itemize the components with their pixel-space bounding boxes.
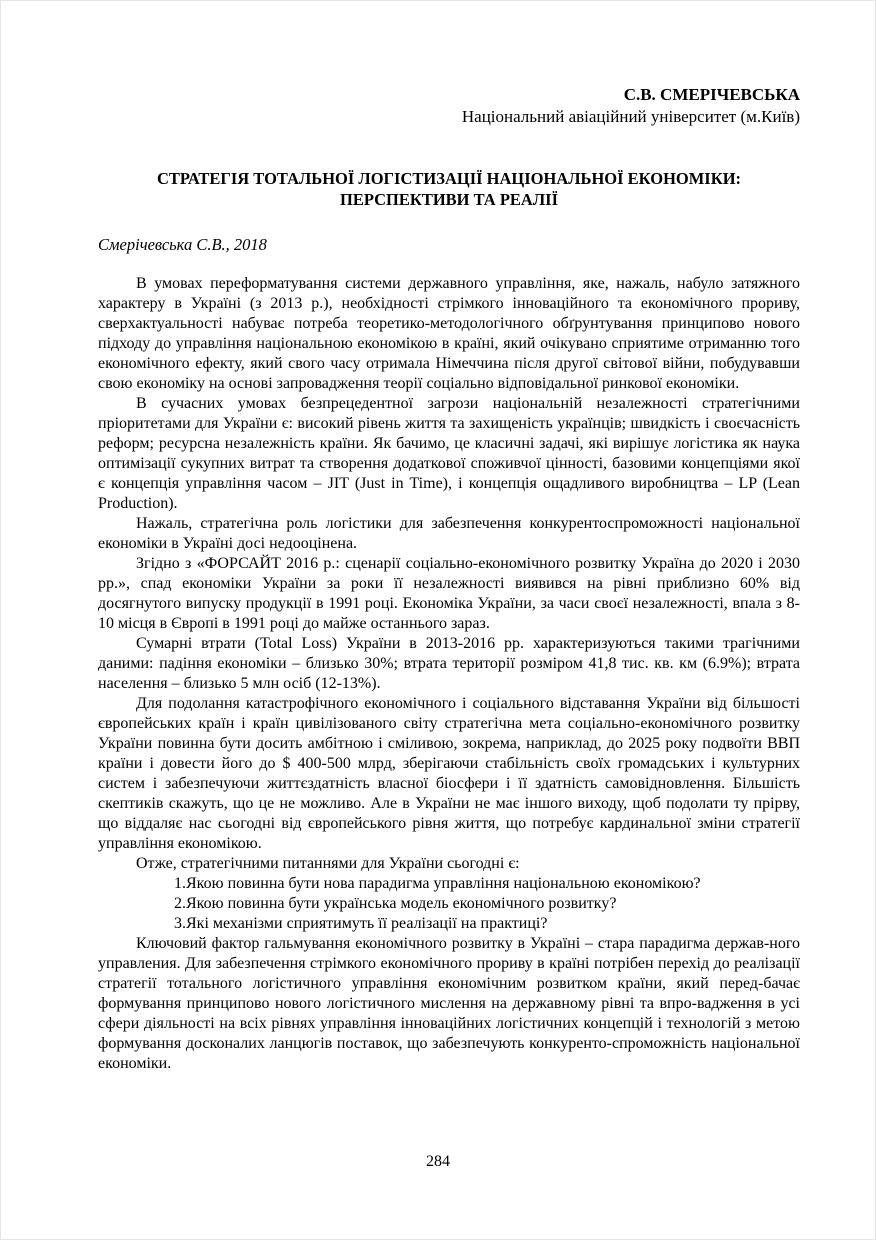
list-item bbox=[98, 914, 800, 934]
list-item bbox=[98, 874, 800, 894]
list-item-number: 1. bbox=[174, 875, 186, 892]
page-content bbox=[98, 84, 800, 1074]
document-header bbox=[98, 84, 800, 128]
author-affiliation: Національний авіаційний університет (м.Київ) bbox=[461, 107, 800, 126]
paper-body bbox=[98, 274, 800, 1074]
paragraph: В сучасних умовах безпрецедентної загрози національній незалежності стратегічними пріоритетами для України є: високий рівень життя та захищеність українців; швидкість і своєчасність реформ; ресурсна незалежність країни. Як бачимо, це класичні задачі, які вирішує логістика як наука оптимізації сукупних витрат та створення додаткової споживчої цінності, базовими концепціями якої є концепція управління часом – JIT (Just in Time), і концепція ощадливого виробництва – LP (Lean Production). bbox=[98, 395, 800, 512]
paragraph-list-intro: Отже, стратегічними питаннями для України сьогодні є: bbox=[136, 855, 520, 872]
paragraph: Сумарні втрати (Total Loss) України в 2013-2016 рр. характеризуються такими трагічними даними: падіння економіки – близько 30%; втрата території розміром 41,8 тис. кв. км (6.9%); втрата населення – близько 5 млн осіб (12-13%). bbox=[98, 635, 800, 692]
paragraph: Для подолання катастрофічного економічного і соціального відставання України від більшості європейських країн і країн цивілізованого світу стратегічна мета соціально-економічного розвитку України повинна бути досить амбітною і сміливою, зокрема, наприклад, до 2025 року подвоїти ВВП країни і довести його до $ 400-500 млрд, зберігаючи стабільність своїх громадських і культурних систем і забезпечуючи життєздатність власної біосфери і її здатність самовідновлення. Більшість скептиків скажуть, що це не можливо. Але в України не має іншого виходу, щоб подолати ту прірву, що віддаляє нас сьогодні від європейського рівня життя, що потребує кардинальної зміни стратегії управління економікою. bbox=[98, 695, 800, 852]
closing-paragraph: Ключовий фактор гальмування економічного розвитку в Україні – стара парадигма держав-ного управления. Для забезпечення стрімкого економічного прориву в країні потрібен перехід до реалізації стратегії тотального логістичного управління економічним розвитком країни, який перед-бачає формування принципово нового логістичного мислення на державному рівні та впро-вадження в усі сфери діяльності на всіх рівнях управління інноваційних логістичних концепцій і технологій з метою формування досконалих ланцюгів поставок, що забезпечують конкуренто-спроможність національної економіки. bbox=[98, 935, 800, 1072]
paragraph: Згідно з «ФОРСАЙТ 2016 р.: сценарії соціально-економічного розвитку Україна до 2020 і 2030 рр.», спад економіки України за роки її незалежності виявився на рівні приблизно 60% від досягнутого випуску продукції в 1991 році. Економіка України, за часи своєї незалежності, впала з 8-10 місця в Європі в 1991 році до майже останнього зараз. bbox=[98, 555, 800, 632]
list-item-text: Які механізми сприятимуть її реалізації на практиці? bbox=[186, 915, 548, 932]
list-item-number: 3. bbox=[174, 915, 186, 932]
numbered-list bbox=[98, 874, 800, 934]
paper-title-line-2: ПЕРСПЕКТИВИ ТА РЕАЛІЇ bbox=[339, 190, 558, 209]
author-name: С.В. СМЕРІЧЕВСЬКА bbox=[623, 85, 800, 104]
list-item-text: Якою повинна бути нова парадигма управління національною економікою? bbox=[186, 875, 701, 892]
list-item-number: 2. bbox=[174, 895, 186, 912]
copyright-byline: Смерічевська С.В., 2018 bbox=[98, 235, 267, 254]
list-item bbox=[98, 894, 800, 914]
paragraph: В умовах переформатування системи державного управління, яке, нажаль, набуло затяжного характеру в Україні (з 2013 р.), необхідності стрімкого інноваційного та економічного прориву, сверхактуальності набуває потреба теоретико-методологічного обґрунтування принципово нового підходу до управління національною економікою в країні, який очікувано сприятиме отриманню того економічного ефекту, який свого часу отримала Німеччина після другої світової війни, побудувавши свою економіку на основі запровадження теорії соціально відповідальної ринкової економіки. bbox=[98, 275, 800, 392]
paper-title-line-1: СТРАТЕГІЯ ТОТАЛЬНОЇ ЛОГІСТИЗАЦІЇ НАЦІОНАЛЬНОЇ ЕКОНОМІКИ: bbox=[156, 169, 742, 188]
paragraph: Нажаль, стратегічна роль логістики для забезпечення конкурентоспроможності національної економіки в Україні досі недооцінена. bbox=[98, 515, 800, 552]
list-item-text: Якою повинна бути українська модель економічного розвитку? bbox=[186, 895, 617, 912]
page-number: 284 bbox=[426, 1153, 450, 1170]
paper-title bbox=[98, 168, 800, 210]
